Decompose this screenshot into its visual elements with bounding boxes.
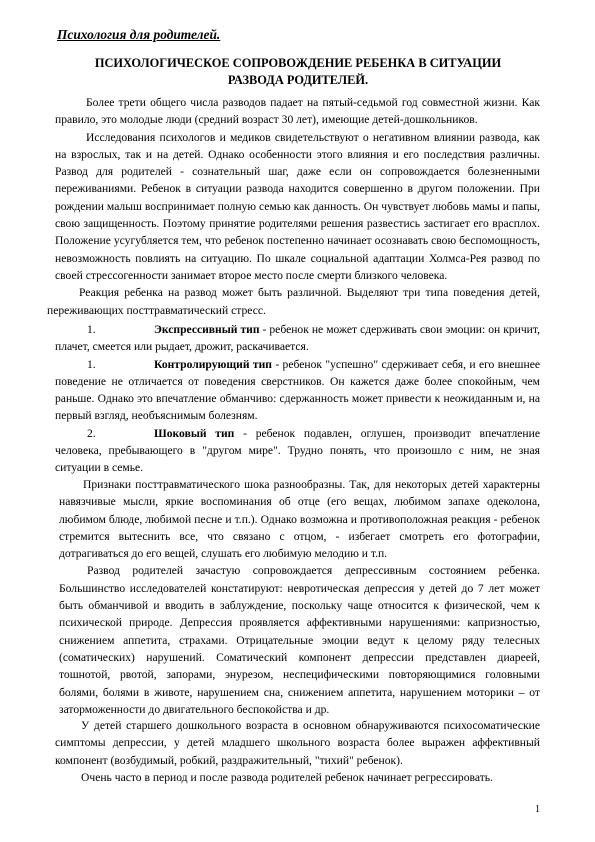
document-title xyxy=(57,55,539,89)
type-description: - ребенок "успешно" сдерживает себя, и его внешнее поведение не отличается от поведения сверстников. Он кажется даже более спокойным, чем раньше. Однако это впечатление обманчиво: сдержанность может привести к неожиданным и, на первый взгляд, необъяснимым болезням. xyxy=(55,357,540,423)
paragraph-3: Реакция ребенка на развод может быть различной. Выделяют три типа поведения детей, переживающих посттравматический стресс. xyxy=(47,286,540,317)
type-number: 1. xyxy=(87,357,96,371)
paragraph-1: Более трети общего числа разводов падает на пятый-седьмой год совместной жизни. Как правило, это молодые люди (средний возраст 30 лет), имеющие детей-дошкольников. xyxy=(55,96,540,127)
document-header: Психология для родителей. xyxy=(57,27,221,42)
type-name: Шоковый тип xyxy=(154,426,235,440)
ptsd-section xyxy=(59,476,540,718)
type-number: 1. xyxy=(87,323,96,336)
type-number: 2. xyxy=(87,426,96,440)
paragraph-4: Признаки посттравматического шока разнообразны. Так, для некоторых детей характерны навязчивые мысли, яркие воспоминания об отце (его вещах, любимом запахе одеколона, любимом блюде, любимой песне и т.п.). Однако возможна и противоположная реакция - ребенок стремится вытеснить все, что связано с отцом, - избегает смотреть его фотографии, дотрагиваться до его вещей, слушать его любимую мелодию и т.п. xyxy=(59,478,540,561)
type-item-controlling xyxy=(55,356,540,425)
title-line-2: РАЗВОДА РОДИТЕЛЕЙ. xyxy=(227,73,369,87)
type-name: Экспрессивный тип xyxy=(154,323,260,336)
page-number: 1 xyxy=(535,804,540,815)
closing-section xyxy=(55,717,540,786)
title-line-1: ПСИХОЛОГИЧЕСКОЕ СОПРОВОЖДЕНИЕ РЕБЕНКА В СИТУАЦИИ xyxy=(94,56,502,70)
intro-section xyxy=(47,94,540,319)
paragraph-2: Исследования психологов и медиков свидетельствуют о негативном влиянии развода, как на взрослых, так и на детей. Однако особенности этого влияния и его последствия различны. Развод для родителей - сознательный шаг, даже если он сопровождается болезненными переживаниями. Ребенок в ситуации развода находится совершенно в другом положении. При рождении малыш воспринимает полную семью как данность. Он чувствует любовь мамы и папы, свою защищенность. Поэтому принятие родителями решения развестись застигает его врасплох. Положение усугубляется тем, что ребенок постепенно начинает осознавать свою беспомощность, невозможность повлиять на ситуацию. По шкале социальной адаптации Холмса-Рея развод по своей стрессогенности занимает второе место после смерти близкого человека. xyxy=(55,130,540,282)
type-item-expressive xyxy=(55,321,540,356)
type-description: - ребенок не может сдерживать свои эмоции: он кричит, плачет, смеется или рыдает, дрожит, раскачивается. xyxy=(55,323,540,354)
paragraph-5: Развод родителей зачастую сопровождается депрессивным состоянием ребенка. Большинство исследователей констатируют: невротическая депрессия у детей до 7 лет может быть обманчивой и вводить в заблуждение, поскольку чаще относится к физической, чем к психической природе. Депрессия проявляется аффективными нарушениями: капризностью, снижением аппетита, страхами. Отрицательные эмоции ведут к целому ряду телесных (соматических) нарушений. Соматический компонент депрессии представлен диареей, тошнотой, рвотой, запорами, энурезом, неспецифическими повторяющимися головными болями, болями в животе, нарушением сна, снижением аппетита, нарушением моторики – от заторможенности до двигательного беспокойства и др. xyxy=(59,564,540,716)
type-name: Контролирующий тип xyxy=(154,357,272,371)
types-list xyxy=(55,321,540,477)
type-item-shock xyxy=(55,425,540,477)
type-description: - ребенок подавлен, оглушен, производит впечатление человека, пребывающего в "другом мире". Трудно понять, что произошло с ним, не зная ситуации в семье. xyxy=(55,426,540,475)
paragraph-6: У детей старшего дошкольного возраста в основном обнаруживаются психосоматические симптомы депрессии, у детей младшего школьного возраста более выражен аффективный компонент (возбудимый, робкий, раздражительный, "тихий" ребенок). xyxy=(55,719,540,767)
paragraph-7: Очень часто в период и после развода родителей ребенок начинает регрессировать. xyxy=(81,770,493,784)
